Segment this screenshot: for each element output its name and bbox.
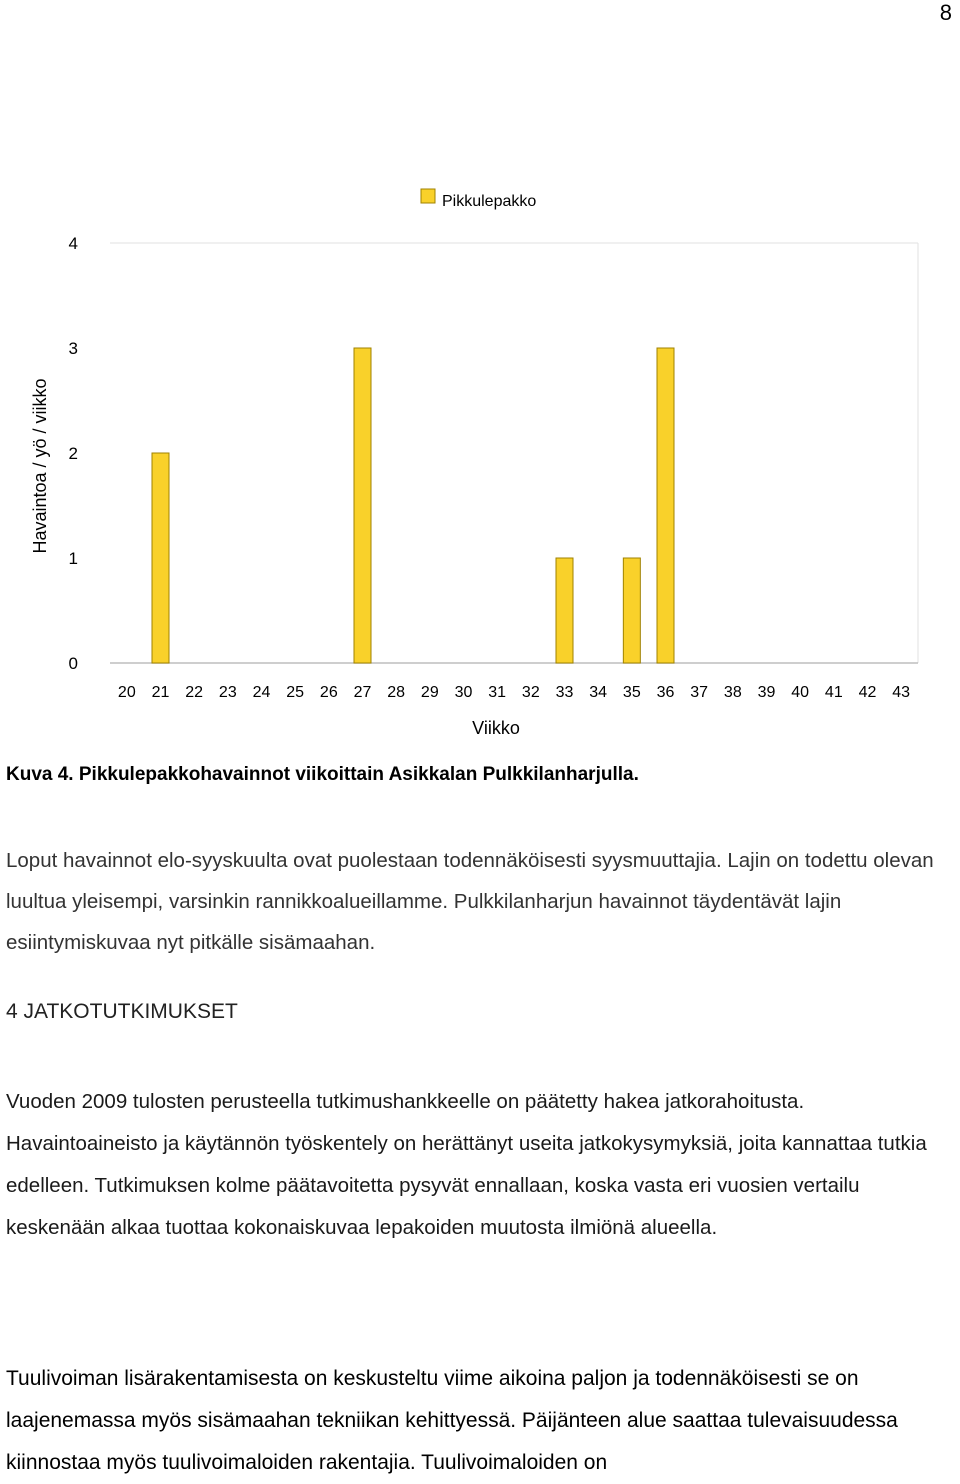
x-tick-labels xyxy=(118,684,910,701)
y-tick-label: 3 xyxy=(68,339,78,358)
x-tick-label: 31 xyxy=(488,684,507,701)
x-tick-label: 24 xyxy=(252,684,271,701)
paragraph-1: Loput havainnot elo-syyskuulta ovat puolestaan todennäköisesti syysmuuttajia. Lajin on todettu olevan luultua yleisempi, varsinkin rannikkoalueillamme. Pulkkilanharjun havainnot täydentävät lajin esiintymiskuvaa nyt pitkälle sisämaahan. xyxy=(6,849,934,954)
bar xyxy=(556,558,573,663)
x-tick-label: 37 xyxy=(690,684,709,701)
y-tick-label: 4 xyxy=(68,234,78,253)
paragraph-2: Vuoden 2009 tulosten perusteella tutkimushankkeelle on päätetty hakea jatkorahoitusta. Havaintoaineisto ja käytännön työskentely on herättänyt useita jatkokysymyksiä, joita kannattaa tutkia edelleen. Tutkimuksen kolme päätavoitetta pysyvät ennallaan, koska vasta eri vuosien vertailu keskenään alkaa tuottaa kokonaiskuvaa lepakoiden muutosta ilmiönä alueella. xyxy=(6,1090,927,1239)
x-tick-label: 27 xyxy=(353,684,372,701)
x-tick-label: 33 xyxy=(555,684,574,701)
y-tick-label: 1 xyxy=(68,549,78,568)
x-tick-label: 22 xyxy=(185,684,204,701)
bar xyxy=(657,348,674,663)
x-tick-label: 35 xyxy=(622,684,641,701)
x-tick-label: 25 xyxy=(286,684,305,701)
x-tick-label: 38 xyxy=(723,684,742,701)
figure-caption: Kuva 4. Pikkulepakkohavainnot viikoittain Asikkalan Pulkkilanharjulla. xyxy=(6,764,639,785)
x-tick-label: 29 xyxy=(420,684,439,701)
legend-swatch xyxy=(421,189,435,203)
x-tick-label: 42 xyxy=(858,684,877,701)
y-tick-label: 0 xyxy=(68,654,78,673)
bar xyxy=(623,558,640,663)
legend-label: Pikkulepakko xyxy=(442,193,537,210)
x-tick-label: 40 xyxy=(791,684,810,701)
paragraph-3: Tuulivoiman lisärakentamisesta on keskusteltu viime aikoina paljon ja todennäköisesti se on laajenemassa myös sisämaahan tekniikan kehittyessä. Päijänteen alue saattaa tulevaisuudessa kiinnostaa myös tuulivoimaloiden rakentajia. Tuulivoimaloiden on xyxy=(6,1367,898,1474)
page-number: 8 xyxy=(939,0,952,25)
x-tick-label: 32 xyxy=(521,684,540,701)
legend xyxy=(421,189,536,210)
x-tick-label: 26 xyxy=(319,684,338,701)
section-heading: 4 JATKOTUTKIMUKSET xyxy=(6,1000,238,1023)
x-tick-label: 30 xyxy=(454,684,473,701)
x-tick-label: 39 xyxy=(757,684,776,701)
bars xyxy=(152,348,674,663)
x-tick-label: 34 xyxy=(589,684,608,701)
x-axis-label: Viikko xyxy=(472,718,520,738)
x-tick-label: 20 xyxy=(117,684,136,701)
x-tick-label: 28 xyxy=(387,684,406,701)
x-tick-label: 23 xyxy=(218,684,237,701)
plot-frame xyxy=(110,243,918,663)
y-tick-labels xyxy=(69,234,78,673)
y-tick-label: 2 xyxy=(68,444,78,463)
x-tick-label: 36 xyxy=(656,684,675,701)
x-tick-label: 41 xyxy=(824,684,843,701)
bar xyxy=(152,453,169,663)
y-axis-label: Havaintoa / yö / viikko xyxy=(30,378,50,554)
x-tick-label: 21 xyxy=(151,684,170,701)
x-tick-label: 43 xyxy=(892,684,911,701)
bar xyxy=(354,348,371,663)
